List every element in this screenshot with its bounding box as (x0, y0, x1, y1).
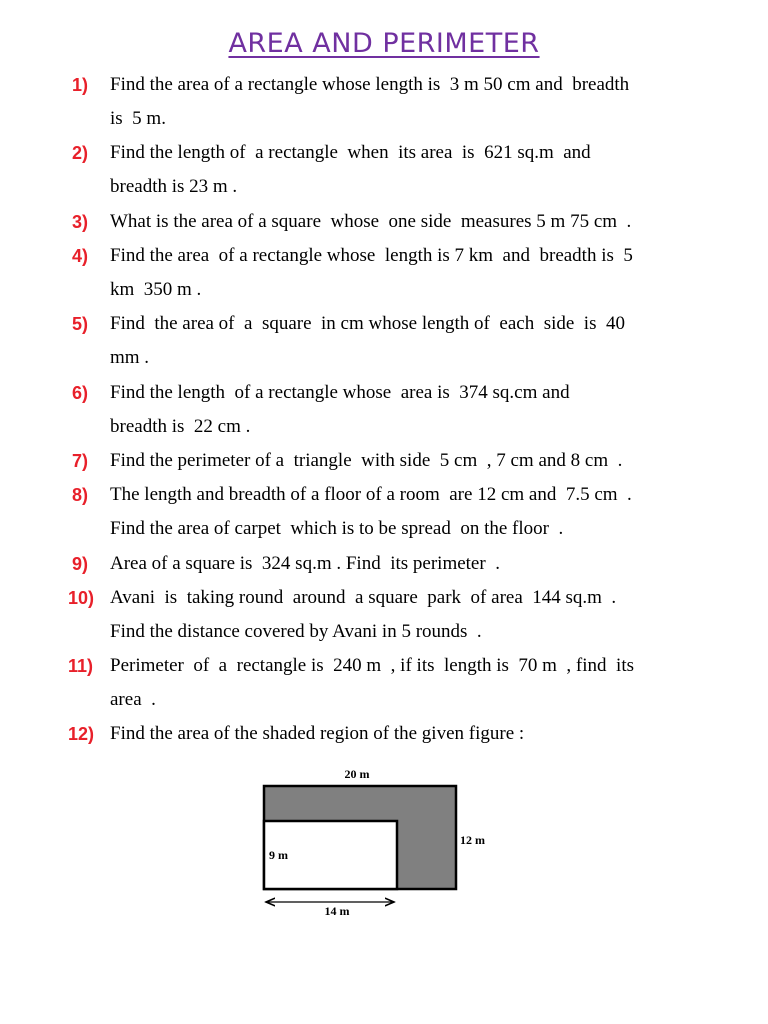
question-text: Area of a square is 324 sq.m . Find its perimeter . (110, 553, 500, 574)
question-number: 11) (68, 656, 94, 676)
question-number: 6) (72, 383, 89, 403)
question-text: Perimeter of a rectangle is 240 m , if its length is 70 m , find its (110, 655, 634, 676)
top-dimension-label: 20 m (344, 767, 370, 781)
question-number: 5) (72, 314, 89, 334)
page-title: AREA AND PERIMETER (228, 28, 540, 59)
question-text: Find the perimeter of a triangle with side 5 cm , 7 cm and 8 cm . (110, 450, 623, 471)
question-text: The length and breadth of a floor of a room are 12 cm and 7.5 cm . (110, 484, 632, 505)
question-number: 8) (72, 485, 89, 505)
question-text: breadth is 23 m . (110, 176, 238, 197)
bottom-dimension-label: 14 m (324, 904, 350, 918)
question-number: 4) (72, 246, 89, 266)
question-number: 12) (68, 724, 95, 744)
question-text: Find the length of a rectangle when its area is 621 sq.m and (110, 142, 591, 163)
question-text: area . (110, 689, 156, 710)
question-text: Find the area of a rectangle whose length is 3 m 50 cm and breadth (110, 74, 630, 95)
question-text: Find the area of a square in cm whose length of each side is 40 (110, 313, 625, 334)
question-text: Avani is taking round around a square park of area 144 sq.m . (110, 587, 617, 608)
question-number: 1) (72, 75, 89, 95)
question-number: 2) (72, 143, 89, 163)
question-text: What is the area of a square whose one side measures 5 m 75 cm . (110, 211, 632, 232)
question-text: km 350 m . (110, 279, 202, 300)
shaded-region-figure (0, 760, 768, 940)
question-number: 10) (68, 588, 95, 608)
question-text: Find the length of a rectangle whose area is 374 sq.cm and (110, 382, 570, 403)
question-text: mm . (110, 347, 150, 368)
question-number: 7) (72, 451, 89, 471)
question-text: Find the area of carpet which is to be spread on the floor . (110, 518, 564, 539)
question-text: Find the area of the shaded region of the given figure : (110, 723, 525, 744)
left-dimension-label: 9 m (269, 848, 288, 862)
question-number: 9) (72, 554, 89, 574)
question-text: is 5 m. (110, 108, 166, 129)
right-dimension-label: 12 m (460, 833, 485, 847)
question-text: Find the distance covered by Avani in 5 rounds . (110, 621, 482, 642)
question-number: 3) (72, 212, 89, 232)
question-text: Find the area of a rectangle whose length is 7 km and breadth is 5 (110, 245, 633, 266)
question-text: breadth is 22 cm . (110, 416, 251, 437)
